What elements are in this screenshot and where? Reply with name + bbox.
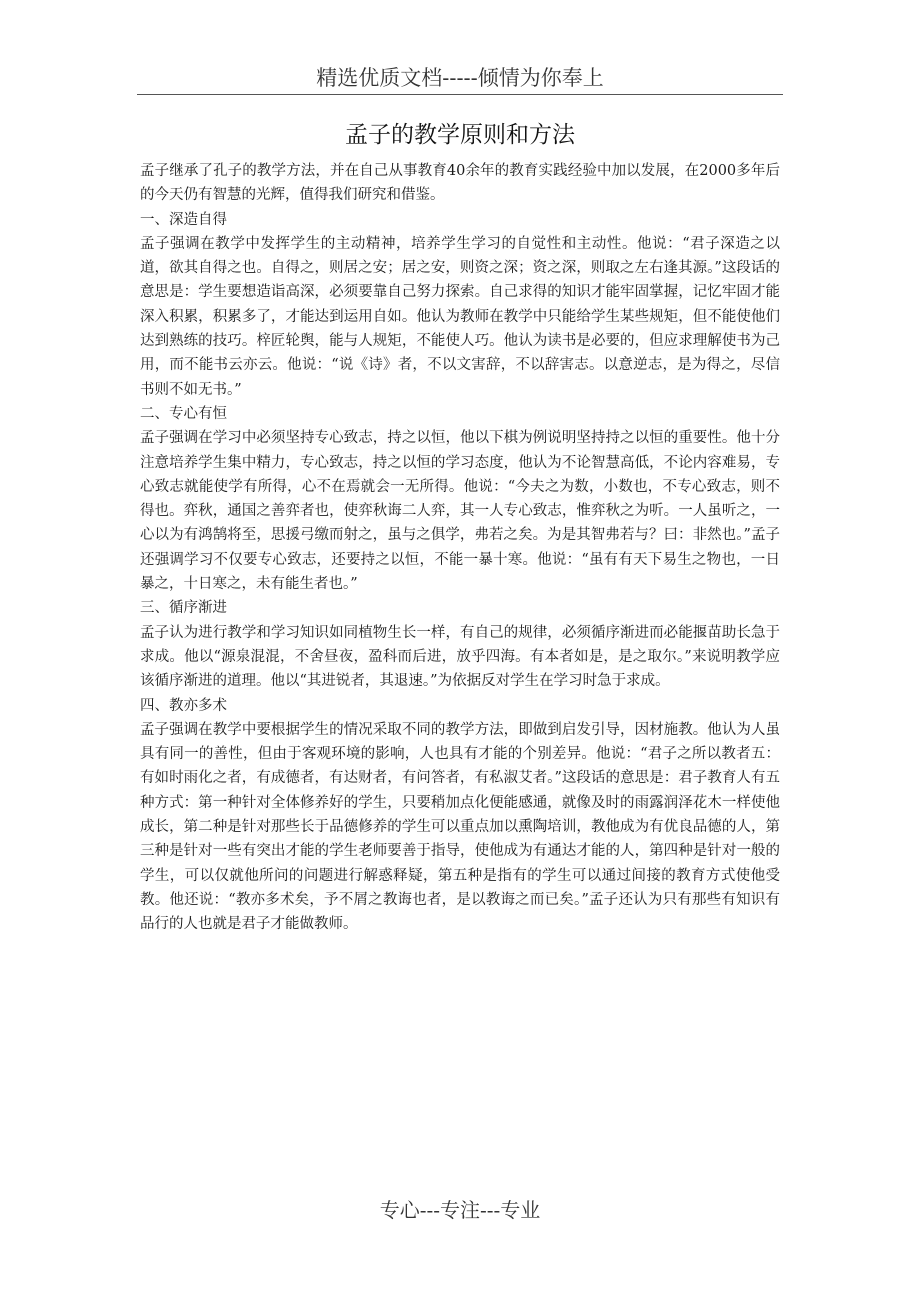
section-heading-3: 三、循序渐进	[140, 600, 227, 617]
section-body-3: 孟子认为进行教学和学习知识如同植物生长一样，有自己的规律，必须循序渐进而必能揠苗助长急于求成。他以“源泉混混，不舍昼夜，盈科而后进，放乎四海。有本者如是，是之取尔。”来说明教学应该循序渐进的道理。他以“其进锐者，其退速。”为依据反对学生在学习时急于求成。	[140, 624, 780, 690]
section-heading-2: 二、专心有恒	[140, 405, 227, 422]
section-body-4: 孟子强调在教学中要根据学生的情况采取不同的教学方法，即做到启发引导，因材施教。他认为人虽具有同一的善性，但由于客观环境的影响，人也具有才能的个别差异。他说：“君子之所以教者五：有如时雨化之者，有成德者，有达财者，有问答者，有私淑艾者。”这段话的意思是：君子教育人有五种方式：第一种针对全体修养好的学生，只要稍加点化便能感通，就像及时的雨露润泽花木一样使他成长，第二种是针对那些长于品德修养的学生可以重点加以熏陶培训，教他成为有优良品德的人，第三种是针对一些有突出才能的学生老师要善于指导，使他成为有通达才能的人，第四种是针对一般的学生，可以仅就他所问的问题进行解惑释疑，第五种是指有的学生可以通过间接的教育方式使他受教。他还说：“教亦多术矣，予不屑之教诲也者，是以教诲之而已矣。”孟子还认为只有那些有知识有品行的人也就是君子才能做教师。	[140, 721, 780, 933]
intro-paragraph: 孟子继承了孔子的教学方法，并在自己从事教育40余年的教育实践经验中加以发展，在2000多年后的今天仍有智慧的光辉，值得我们研究和借鉴。	[140, 163, 780, 204]
page-footer: 专心---专注---专业	[379, 1198, 541, 1222]
section-body-1: 孟子强调在教学中发挥学生的主动精神，培养学生学习的自觉性和主动性。他说：“君子深造之以道，欲其自得之也。自得之，则居之安；居之安，则资之深；资之深，则取之左右逢其源。”这段话的意思是：学生要想造诣高深，必须要靠自己努力探索。自己求得的知识才能牢固掌握，记忆牢固才能深入积累，积累多了，才能达到运用自如。他认为教师在教学中只能给学生某些规矩，但不能使他们达到熟练的技巧。梓匠轮舆，能与人规矩，不能使人巧。他认为读书是必要的，但应求理解使书为己用，而不能书云亦云。他说：“说《诗》者，不以文害辞，不以辞害志。以意逆志，是为得之，尽信书则不如无书。”	[140, 235, 780, 398]
page-header: 精选优质文档-----倾情为你奉上	[137, 62, 783, 95]
section-body-2: 孟子强调在学习中必须坚持专心致志，持之以恒，他以下棋为例说明坚持持之以恒的重要性。他十分注意培养学生集中精力，专心致志，持之以恒的学习态度，他认为不论智慧高低，不论内容难易，专心致志就能使学有所得，心不在焉就会一无所得。他说：“今夫之为数，小数也，不专心致志，则不得也。弈秋，通国之善弈者也，使弈秋诲二人弈，其一人专心致志，惟弈秋之为听。一人虽听之，一心以为有鸿鹄将至，思援弓缴而射之，虽与之俱学，弗若之矣。为是其智弗若与？曰：非然也。”孟子还强调学习不仅要专心致志，还要持之以恒，不能一暴十寒。他说：“虽有有天下易生之物也，一日暴之，十日寒之，未有能生者也。”	[140, 430, 780, 593]
section-heading-1: 一、深造自得	[140, 211, 227, 228]
document-title: 孟子的教学原则和方法	[345, 122, 575, 148]
section-heading-4: 四、教亦多术	[140, 697, 227, 714]
document-body	[140, 159, 780, 937]
